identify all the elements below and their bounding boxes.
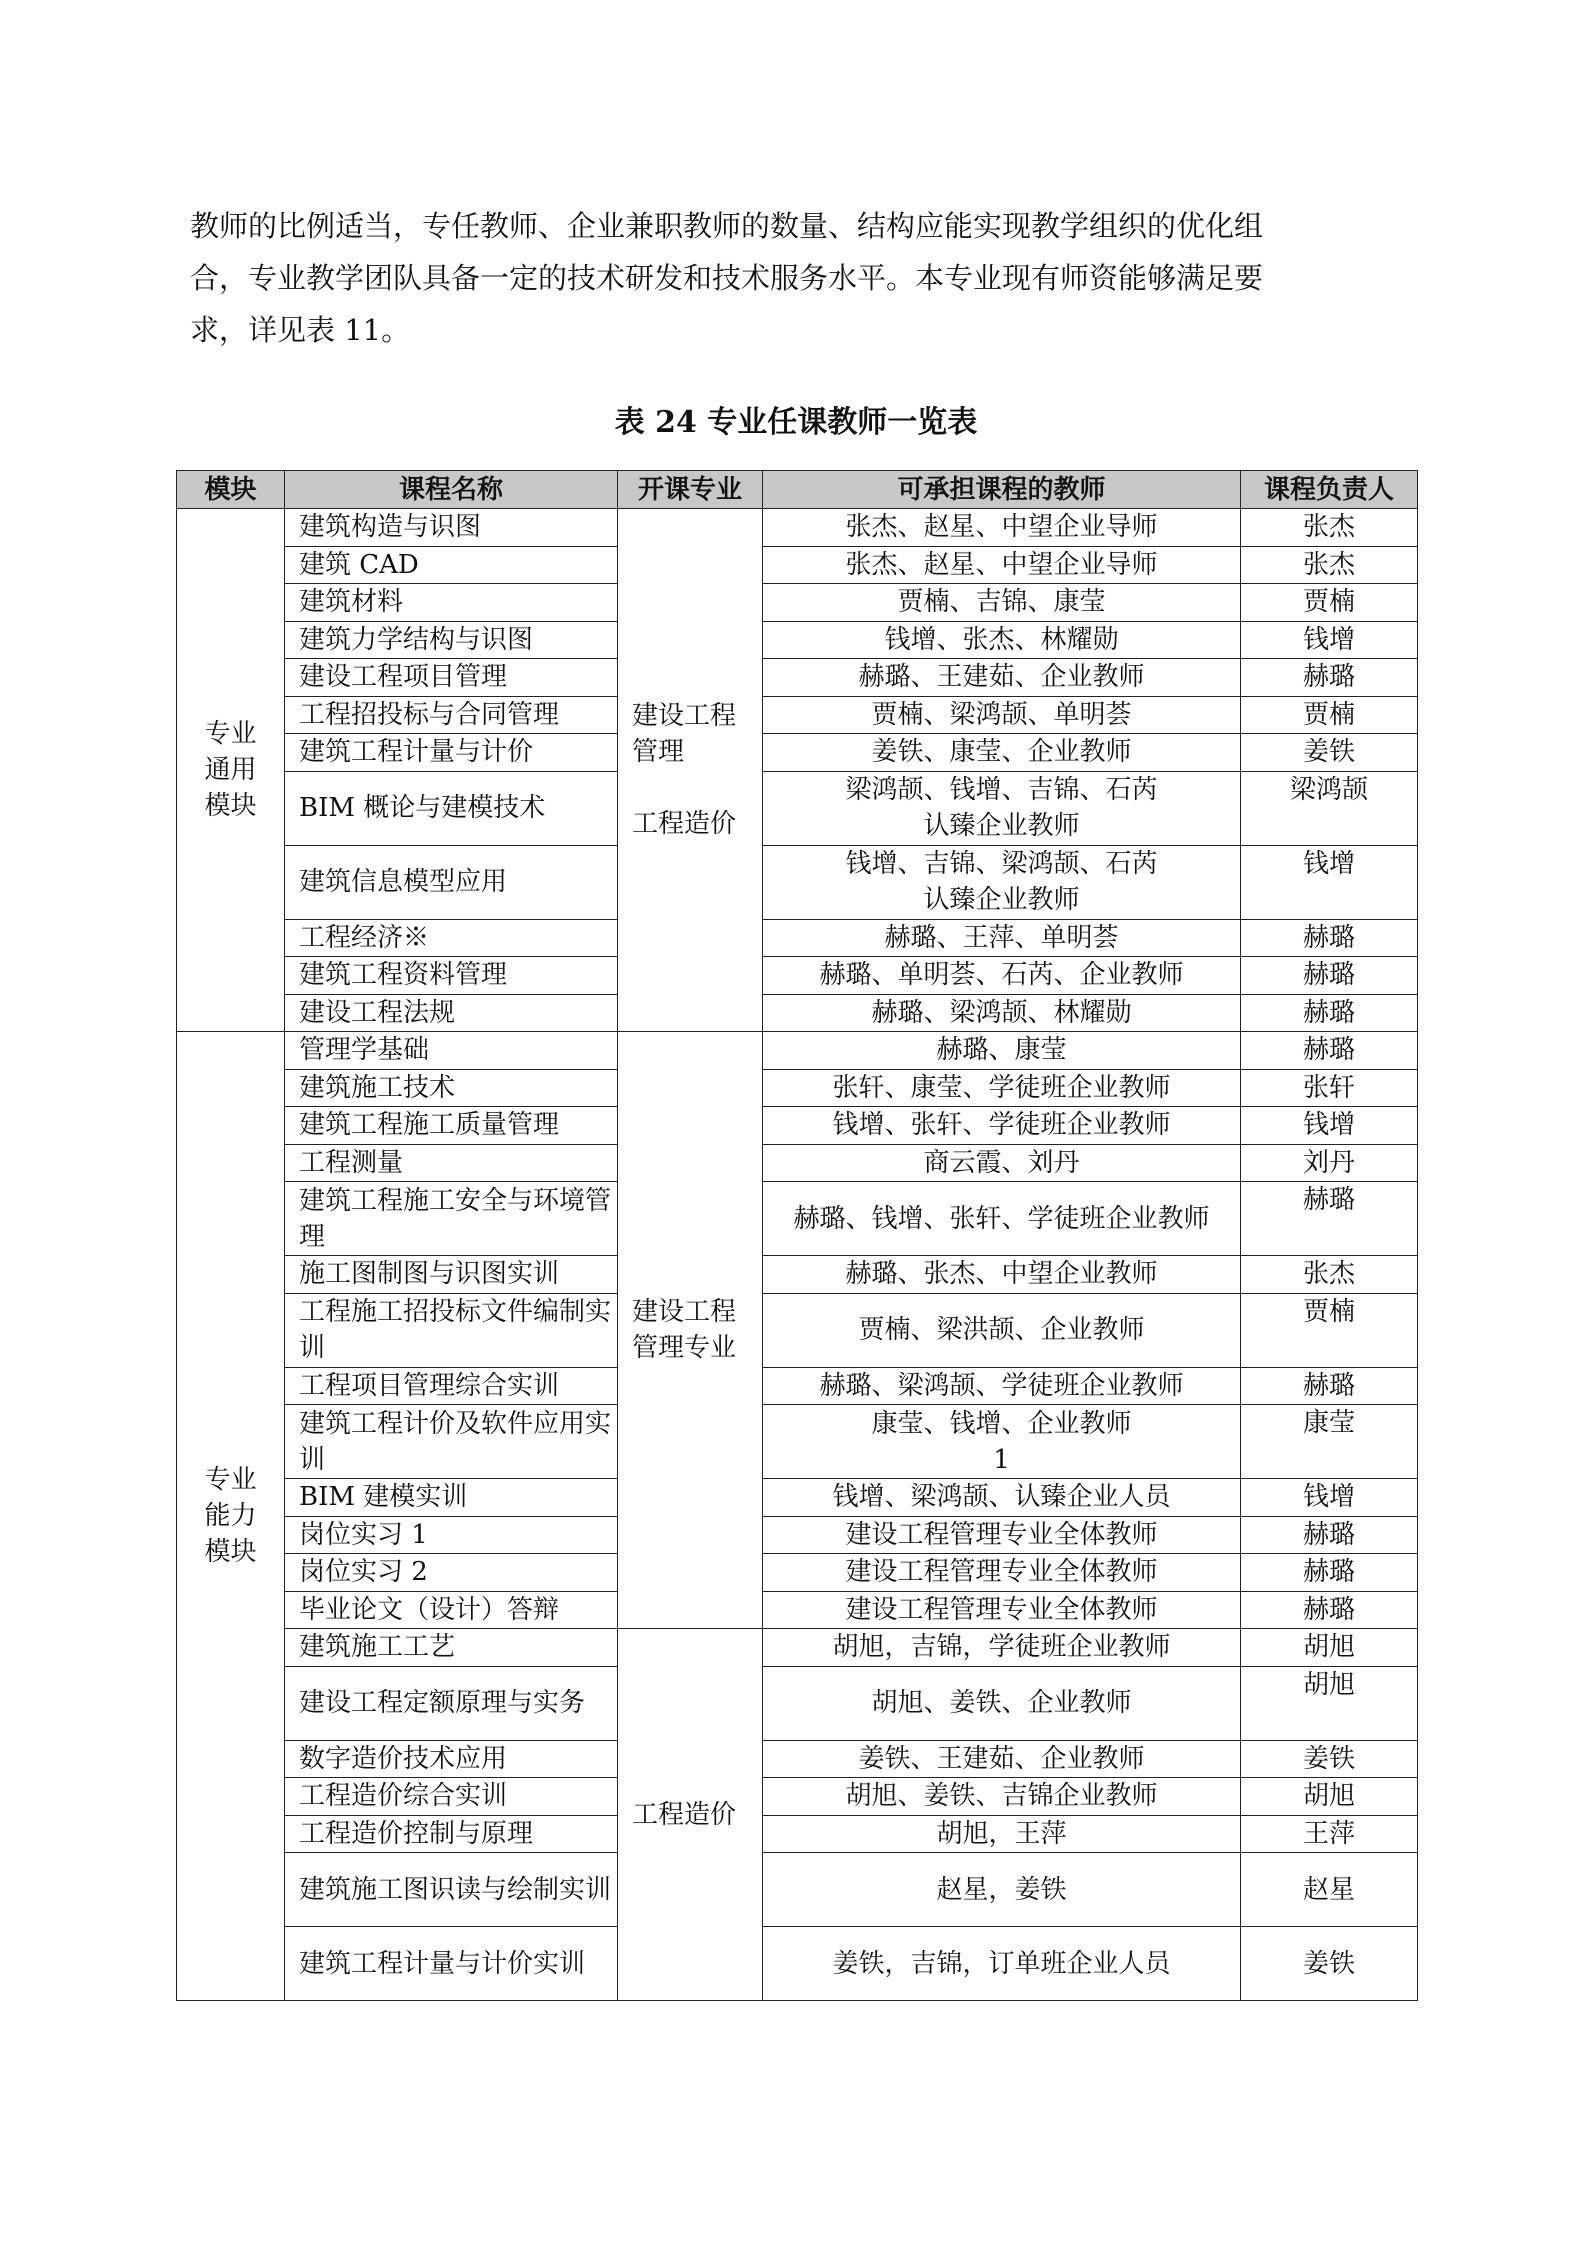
course-name: 建筑工程资料管理: [285, 957, 618, 995]
teachers-cell: 赫璐、王萍、单明荟: [763, 919, 1241, 957]
lead-cell: 赫璐: [1241, 659, 1418, 697]
module-cell: [177, 1032, 285, 2001]
major-line: 工程造价: [632, 809, 737, 839]
teachers-cell: 姜铁，吉锦，订单班企业人员: [763, 1927, 1241, 2001]
major-line: 管理专业: [632, 1333, 737, 1363]
teachers-cell: 胡旭、姜铁、企业教师: [763, 1666, 1241, 1740]
table-row: [177, 1367, 1418, 1405]
course-name: 管理学基础: [285, 1032, 618, 1070]
intro-line: 合，专业教学团队具备一定的技术研发和技术服务水平。本专业现有师资能够满足要: [190, 261, 1264, 295]
table-row: [177, 771, 1418, 845]
teacher-table: [176, 470, 1418, 2001]
lead-cell: 刘丹: [1241, 1144, 1418, 1182]
table-row: [177, 1032, 1418, 1070]
course-name: 建设工程定额原理与实务: [285, 1666, 618, 1740]
lead-cell: 贾楠: [1241, 584, 1418, 622]
table-row: [177, 1182, 1418, 1256]
major-line: 工程造价: [632, 1799, 737, 1830]
major-cell: [618, 1629, 763, 2001]
course-name: 工程经济※: [285, 919, 618, 957]
table-row: [177, 1405, 1418, 1479]
teachers-cell: 张杰、赵星、中望企业导师: [763, 546, 1241, 584]
teachers-cell: 商云霞、刘丹: [763, 1144, 1241, 1182]
table-row: [177, 621, 1418, 659]
table-row: [177, 994, 1418, 1032]
module-line: 模块: [204, 791, 257, 821]
lead-cell: 钱增: [1241, 1479, 1418, 1517]
teachers-cell: 胡旭、姜铁、吉锦企业教师: [763, 1778, 1241, 1816]
course-name: 数字造价技术应用: [285, 1740, 618, 1778]
intro-paragraph: [190, 200, 1400, 356]
teachers-cell: 贾楠、梁鸿颉、单明荟: [763, 696, 1241, 734]
table-row: [177, 1479, 1418, 1517]
table-header-row: [177, 471, 1418, 509]
course-name: 建筑工程计量与计价: [285, 734, 618, 772]
teachers-cell: 赵星，姜铁: [763, 1853, 1241, 1927]
lead-cell: 王萍: [1241, 1815, 1418, 1853]
lead-cell: 赫璐: [1241, 1516, 1418, 1554]
table-row: [177, 1853, 1418, 1927]
course-name: 建设工程项目管理: [285, 659, 618, 697]
intro-line: 求，详见表 11。: [190, 313, 411, 347]
lead-cell: 贾楠: [1241, 1293, 1418, 1367]
lead-cell: 赫璐: [1241, 994, 1418, 1032]
lead-cell: 姜铁: [1241, 734, 1418, 772]
lead-cell: 胡旭: [1241, 1666, 1418, 1740]
header-major: 开课专业: [618, 471, 763, 509]
intro-line: 教师的比例适当，专任教师、企业兼职教师的数量、结构应能实现教学组织的优化组: [190, 209, 1264, 243]
teachers-cell: 钱增、张杰、林耀勋: [763, 621, 1241, 659]
teachers-cell: 姜铁、王建茹、企业教师: [763, 1740, 1241, 1778]
teachers-cell: 张轩、康莹、学徒班企业教师: [763, 1069, 1241, 1107]
table-row: [177, 1516, 1418, 1554]
teachers-cell: 赫璐、张杰、中望企业教师: [763, 1256, 1241, 1294]
course-name: 建设工程法规: [285, 994, 618, 1032]
course-name: 建筑施工工艺: [285, 1629, 618, 1667]
teachers-cell: 胡旭，王萍: [763, 1815, 1241, 1853]
lead-cell: 钱增: [1241, 621, 1418, 659]
course-name: 施工图制图与识图实训: [285, 1256, 618, 1294]
teachers-cell: 赫璐、康莹: [763, 1032, 1241, 1070]
major-line: 管理: [632, 737, 685, 767]
teachers-cell: 贾楠、吉锦、康莹: [763, 584, 1241, 622]
table-row: [177, 845, 1418, 919]
header-course: 课程名称: [285, 471, 618, 509]
table-row: [177, 1293, 1418, 1367]
course-name: 建筑工程施工质量管理: [285, 1107, 618, 1145]
module-line: 通用: [204, 755, 257, 785]
course-name: 建筑信息模型应用: [285, 845, 618, 919]
major-line: 建设工程: [632, 1297, 737, 1327]
course-name: 建筑工程计量与计价实训: [285, 1927, 618, 2001]
table-body: [177, 509, 1418, 2001]
module-line: 专业: [204, 719, 257, 749]
course-name: 岗位实习 1: [285, 1516, 618, 1554]
lead-cell: 赫璐: [1241, 919, 1418, 957]
lead-cell: 钱增: [1241, 1107, 1418, 1145]
teachers-cell: 建设工程管理专业全体教师: [763, 1516, 1241, 1554]
table-row: [177, 1666, 1418, 1740]
teachers-cell: [763, 771, 1241, 845]
course-name: 工程测量: [285, 1144, 618, 1182]
table-row: [177, 1815, 1418, 1853]
teachers-cell: 赫璐、单明荟、石芮、企业教师: [763, 957, 1241, 995]
major-cell: [618, 1032, 763, 1629]
module-line: 模块: [204, 1537, 257, 1567]
header-module: 模块: [177, 471, 285, 509]
teachers-cell: [763, 845, 1241, 919]
teachers-cell: 赫璐、钱增、张轩、学徒班企业教师: [763, 1182, 1241, 1256]
course-name: 建筑力学结构与识图: [285, 621, 618, 659]
lead-cell: 姜铁: [1241, 1740, 1418, 1778]
table-row: [177, 1591, 1418, 1629]
lead-cell: 赵星: [1241, 1853, 1418, 1927]
table-row: [177, 919, 1418, 957]
course-name: BIM 概论与建模技术: [285, 771, 618, 845]
lead-cell: 姜铁: [1241, 1927, 1418, 2001]
teachers-cell: [763, 1405, 1241, 1479]
teachers-cell: 张杰、赵星、中望企业导师: [763, 509, 1241, 547]
table-row: [177, 1144, 1418, 1182]
table-row: [177, 1554, 1418, 1592]
table-row: [177, 734, 1418, 772]
lead-cell: 贾楠: [1241, 696, 1418, 734]
teachers-line: 认臻企业教师: [923, 885, 1080, 915]
lead-cell: 张杰: [1241, 546, 1418, 584]
course-name: 工程造价综合实训: [285, 1778, 618, 1816]
module-cell: [177, 509, 285, 1032]
course-name: 建筑材料: [285, 584, 618, 622]
lead-cell: 赫璐: [1241, 957, 1418, 995]
course-name: 建筑工程计价及软件应用实训: [285, 1405, 618, 1479]
course-name: 建筑 CAD: [285, 546, 618, 584]
teachers-cell: 贾楠、梁洪颉、企业教师: [763, 1293, 1241, 1367]
lead-cell: 钱增: [1241, 845, 1418, 919]
lead-cell: 张杰: [1241, 509, 1418, 547]
lead-cell: 赫璐: [1241, 1032, 1418, 1070]
lead-cell: 赫璐: [1241, 1554, 1418, 1592]
teachers-line: 1: [993, 1444, 1010, 1475]
table-row: [177, 1069, 1418, 1107]
header-lead: 课程负责人: [1241, 471, 1418, 509]
course-name: 工程造价控制与原理: [285, 1815, 618, 1853]
lead-cell: 康莹: [1241, 1405, 1418, 1479]
course-name: BIM 建模实训: [285, 1479, 618, 1517]
course-name: 毕业论文（设计）答辩: [285, 1591, 618, 1629]
table-row: [177, 546, 1418, 584]
lead-cell: 张杰: [1241, 1256, 1418, 1294]
teachers-cell: 赫璐、王建茹、企业教师: [763, 659, 1241, 697]
table-row: [177, 1256, 1418, 1294]
teachers-cell: 建设工程管理专业全体教师: [763, 1554, 1241, 1592]
lead-cell: 张轩: [1241, 1069, 1418, 1107]
course-name: 工程施工招投标文件编制实训: [285, 1293, 618, 1367]
course-name: 岗位实习 2: [285, 1554, 618, 1592]
major-line: 建设工程: [632, 701, 737, 731]
course-name: 工程项目管理综合实训: [285, 1367, 618, 1405]
header-teachers: 可承担课程的教师: [763, 471, 1241, 509]
teachers-cell: 钱增、梁鸿颉、认臻企业人员: [763, 1479, 1241, 1517]
lead-cell: 胡旭: [1241, 1778, 1418, 1816]
table-row: [177, 584, 1418, 622]
table-row: [177, 1740, 1418, 1778]
table-row: [177, 957, 1418, 995]
teachers-cell: 建设工程管理专业全体教师: [763, 1591, 1241, 1629]
teachers-line: 康莹、钱增、企业教师: [871, 1408, 1132, 1439]
table-caption: 表 24 专业任课教师一览表: [614, 405, 978, 440]
lead-cell: 胡旭: [1241, 1629, 1418, 1667]
course-name: 工程招投标与合同管理: [285, 696, 618, 734]
teachers-cell: 赫璐、梁鸿颉、林耀勋: [763, 994, 1241, 1032]
module-line: 专业: [204, 1465, 257, 1495]
teachers-line: 钱增、吉锦、梁鸿颉、石芮: [845, 849, 1158, 879]
lead-cell: 赫璐: [1241, 1182, 1418, 1256]
table-row: [177, 1778, 1418, 1816]
major-line: [632, 770, 756, 806]
major-cell: [618, 509, 763, 1032]
table-row: [177, 1629, 1418, 1667]
teachers-cell: 钱增、张轩、学徒班企业教师: [763, 1107, 1241, 1145]
course-name: 建筑构造与识图: [285, 509, 618, 547]
lead-cell: 梁鸿颉: [1241, 771, 1418, 845]
teachers-cell: 胡旭，吉锦，学徒班企业教师: [763, 1629, 1241, 1667]
table-row: [177, 509, 1418, 547]
teachers-cell: 姜铁、康莹、企业教师: [763, 734, 1241, 772]
lead-cell: 赫璐: [1241, 1367, 1418, 1405]
course-name: 建筑施工图识读与绘制实训: [285, 1853, 618, 1927]
table-row: [177, 1927, 1418, 2001]
table-row: [177, 696, 1418, 734]
table-row: [177, 659, 1418, 697]
teachers-line: 梁鸿颉、钱增、吉锦、石芮: [845, 775, 1158, 805]
teachers-line: 认臻企业教师: [923, 811, 1080, 841]
lead-cell: 赫璐: [1241, 1591, 1418, 1629]
teachers-cell: 赫璐、梁鸿颉、学徒班企业教师: [763, 1367, 1241, 1405]
course-name: 建筑施工技术: [285, 1069, 618, 1107]
course-name: 建筑工程施工安全与环境管理: [285, 1182, 618, 1256]
table-row: [177, 1107, 1418, 1145]
module-line: 能力: [204, 1501, 257, 1531]
